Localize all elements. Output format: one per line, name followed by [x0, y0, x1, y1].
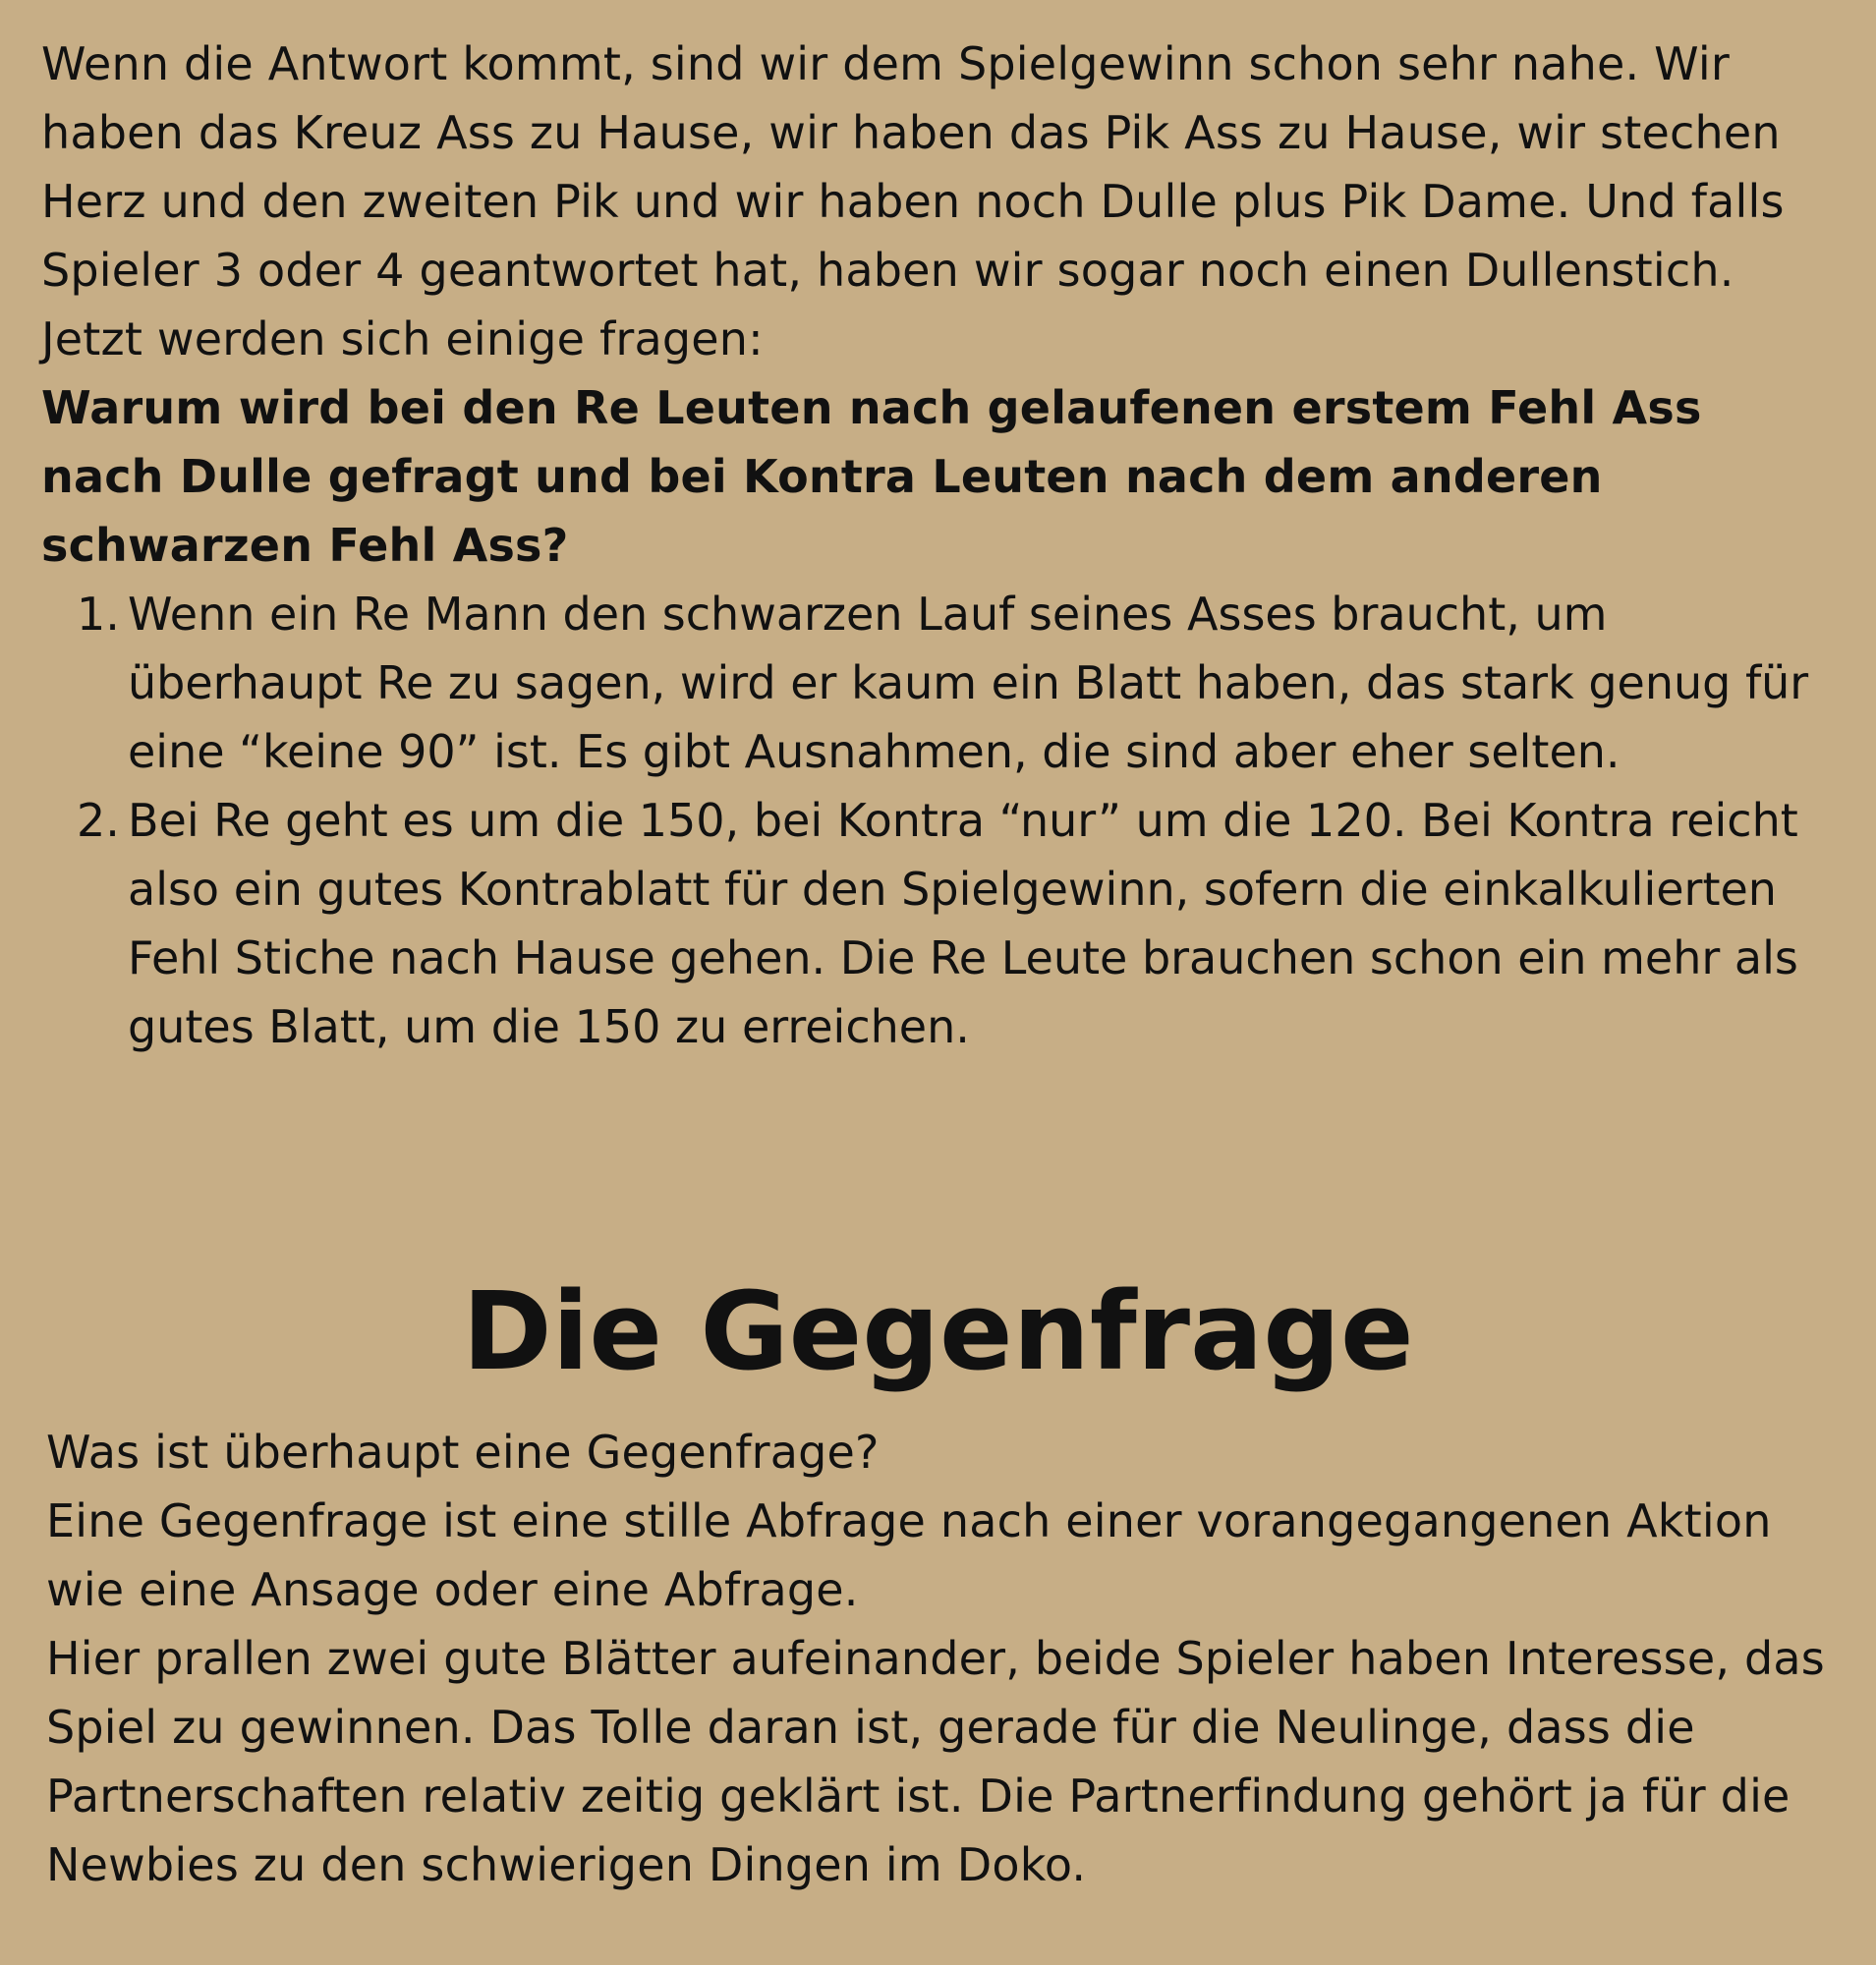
list-item-text: Bei Re geht es um die 150, bei Kontra “nur” um die 120. Bei Kontra reicht also ein gutes Kontrablatt für den Spielgewinn, sofern die einkalkulierten Fehl Stiche nach Hause gehen. Die Re Leute brauchen schon ein mehr als gutes Blatt, um die 150 zu erreichen.	[128, 794, 1798, 1053]
reasons-list	[41, 580, 1830, 1061]
gegenfrage-explanation: Hier prallen zwei gute Blätter aufeinander, beide Spieler haben Interesse, das Spiel zu gewinnen. Das Tolle daran ist, gerade für die Neulinge, dass die Partnerschaften relativ zeitig geklärt ist. Die Partnerfindung gehört ja für die Newbies zu den schwierigen Dingen im Doko.	[46, 1632, 1825, 1891]
bold-question: Warum wird bei den Re Leuten nach gelaufenen erstem Fehl Ass nach Dulle gefragt und bei Kontra Leuten nach dem anderen schwarzen Fehl Ass?	[41, 381, 1702, 572]
list-item	[77, 786, 1830, 1061]
list-item-text: Wenn ein Re Mann den schwarzen Lauf seines Asses braucht, um überhaupt Re zu sagen, wird er kaum ein Blatt haben, das stark genug für eine “keine 90” ist. Es gibt Ausnahmen, die sind aber eher selten.	[128, 588, 1809, 778]
intro-question-lead: Jetzt werden sich einige fragen:	[41, 312, 764, 365]
gegenfrage-question: Was ist überhaupt eine Gegenfrage?	[46, 1426, 880, 1479]
gegenfrage-section	[46, 1418, 1835, 1899]
list-item-number: 2.	[77, 794, 120, 847]
section-heading: Die Gegenfrage	[462, 1268, 1414, 1394]
gegenfrage-definition: Eine Gegenfrage ist eine stille Abfrage nach einer vorangegangenen Aktion wie eine Ansage oder eine Abfrage.	[46, 1494, 1772, 1616]
list-item-number: 1.	[77, 588, 120, 641]
intro-section	[41, 29, 1830, 1061]
intro-paragraph: Wenn die Antwort kommt, sind wir dem Spielgewinn schon sehr nahe. Wir haben das Kreuz Ass zu Hause, wir haben das Pik Ass zu Hause, wir stechen Herz und den zweiten Pik und wir haben noch Dulle plus Pik Dame. Und falls Spieler 3 oder 4 geantwortet hat, haben wir sogar noch einen Dullenstich.	[41, 37, 1785, 297]
list-item	[77, 580, 1830, 786]
